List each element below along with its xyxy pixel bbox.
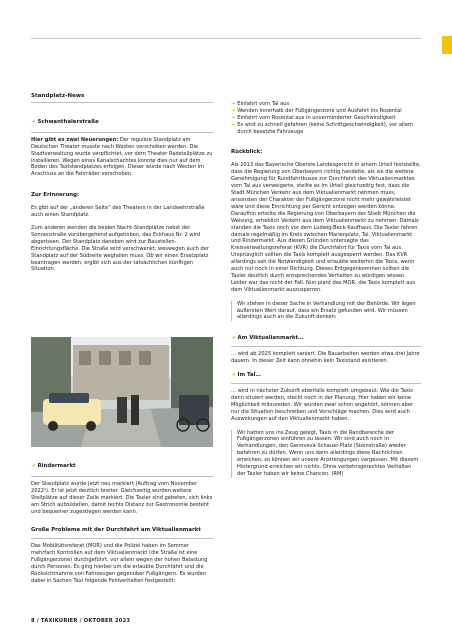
arrow-icon: ➔ — [231, 121, 236, 128]
item-divider — [231, 346, 421, 347]
paragraph-durchfahrt: Das Mobilitätsreferat (MOR) und die Polizei haben im Sommer mehrfach Kontrollen auf dem Viktualienmarkt (die Straße ist eine Fußgängerzone) durchgeführt, vor allem wegen der hohen Belastung durch Personen. Es ging hierbei um die erlaubte Durchfahrt und die Rücksichtnahme von Fahrzeugen gegenüber Fußgängern. Es wurden dabei in Sachen Taxi folgende Fehlverhalten festgestellt: — [31, 543, 208, 584]
item-title-rindermarkt: ➔ Rindermarkt — [31, 463, 76, 469]
paragraph-rindermarkt: Der Standplatz wurde jetzt neu markiert (Auftrag vom November 2022!). Er ist jetzt deutlich breiter. Gleichzeitig wurden weitere Stellplätze auf dieser Zeile markiert. Die Taxler sind gebeten, sich links am Strich aufzustellen, damit rechts Distanz zur Gastronomie besteht und bequemer zugestiegen werden kann. — [31, 480, 213, 515]
viktualienmarkt-text: … wird ab 2025 komplett saniert. Die Bauarbeiten werden etwa drei Jahre dauern. In dieser Zeit kann ohnehin kein Taxistand existieren. — [231, 351, 420, 365]
callout-negotiation — [231, 301, 421, 322]
street-photo — [31, 337, 213, 447]
list-item: ➔ Wenden innerhalb der Fußgängerzone und Ausfahrt ins Rosental — [231, 107, 402, 114]
right-column — [231, 101, 421, 478]
rueckblick-title: Rückblick: — [231, 148, 263, 155]
rueckblick-text: Als 2013 das Bayerische Oberste Landesgericht in einem Urteil feststellte, dass die Regierung von Oberbayern richtig handelte, als sie die weitere Genehmigung für Rundfahrtbusse zur Durchfahrt des Viktualienmarktes vom Tal aus verweigerte, stellte es im Urteil gleichzeitig fest, dass die Stadt München Verkehr aus dem Viktualienmarkt nehmen muss, ansonsten der Charakter der Fußgängerzone nicht mehr gewährleistet wäre und diese Einrichtung per Gericht entzogen werden könne. Daraufhin erteilte die Regierung von Oberbayern der Stadt München die Weisung, erheblich Verkehr aus dem Viktualienmarkt zu nehmen. Damals standen die Taxis noch vor dem Ludwig-Beck-Kaufhaus. Die Taxler fahren damals regelmäßig im Kreis zwischen Marienplatz, Tal, Viktualienmarkt und Rindermarkt. Aus diesen Gründen untersagte das Kreisverwaltungsreferat (KVR) die Durchfahrt für Taxis vom Tal aus. Ursprünglich sollten die Taxis komplett ausgesperrt werden. Das KVR allerdings sah die Notwendigkeit und erlaubte weiterhin die Taxis, wenn auch nur noch in einer Richtung. Dieses Entgegenkommen sollten die Taxler deutlich durch entsprechendes Verhalten zu würdigen wissen. Leider war das nicht der Fall. Nun plant das MOR, die Taxis komplett aus dem Viktualienmarkt auszusperren. — [231, 162, 421, 293]
tal-title: ➔ Im Tal… — [231, 372, 261, 379]
tal-text: … wird in nächster Zukunft ebenfalls komplett umgebaut. Wie die Taxis dann situiert werden, steckt noch in der Planung. Hier haben wir keine Möglichkeit mitzureden. Wir wurden zwar schon angehört, können aber nur die Situation beschreiben und Vorschläge machen. Dies wird auch Auswirkungen auf den Viktualienmarkt haben. — [231, 388, 414, 422]
arrow-icon: ➔ — [231, 335, 236, 342]
left-column — [31, 93, 213, 273]
list-item: ➔ Einfahrt vom Tal aus — [231, 101, 290, 107]
viktualienmarkt-title: ➔ Am Viktualienmarkt… — [231, 335, 304, 342]
top-divider — [31, 38, 421, 39]
callout-conclusion — [231, 430, 421, 478]
arrow-icon: ➔ — [231, 107, 236, 114]
item-divider — [231, 383, 421, 384]
item-divider — [31, 476, 213, 477]
taxi-stand-photo — [31, 337, 213, 447]
section-divider — [31, 102, 213, 103]
paragraph-intro: Hier gibt es zwei Neuerungen: Der reguläre Standplatz am Deutschen Theater musste nach Westen verschoben werden. Die Stadtverwaltung wurde verpflichtet, vor dem Theater Radstellplätze zu installieren. Wegen eines Kanalschachtes konnte dies nur auf dem Boden des Taxistandplatzes erfolgen. Dieser wurde nach Westen im Anschluss an die Fahrräder verschoben. — [31, 136, 213, 178]
arrow-icon: ➔ — [231, 372, 236, 379]
paragraph-sonnenstrasse: Zum anderen wenden die beiden Nacht-Standplätze nebst der Sonnenstraße vorübergehend aufgehoben, das Eckhaus Nr. 2 wird abgerissen. Der Standplatz daneben wird zur Baustellen-Einrichtungsfläche. Die Straße wird verschwenkt, weswegen auch der Standplatz auf der Südseite wegfallen muss. Ob wir einen Ersatzplatz beantragen werden, ergibt sich aus der tatsächlichen künftigen Situation. — [31, 224, 209, 273]
section-title: Standplatz-News — [31, 93, 85, 99]
item-title-schwanthalerstrasse: ➔ Schwanthalerstraße — [31, 118, 99, 125]
callout-text: Wir hatten uns ins Zeug gelegt, Taxis in die Randbereiche der Fußgängerzonen einführen zu lassen. Wir sind auch noch in Verhandlungen, den Genovevа-Schauer-Platz (Steinstraße) wieder befahren zu dürfen. Wenn uns dann allerdings diese Nachrichten erreichen, so können wir unsere Anstrengungen vergessen. Mit diesem Hintergrund erreichen wir nichts. Ohne verkehrsgerechtes Verhalten der Taxler haben wir keine Chancen. (RM) — [237, 429, 419, 477]
page-footer: 8 / TAXIKURIER / OKTOBER 2023 — [31, 618, 131, 624]
arrow-icon: ➔ — [31, 463, 36, 469]
list-item: ➔ Einfahrt vom Rosental aus in unverminderter Geschwindigkeit — [231, 114, 396, 121]
accent-tab — [442, 36, 452, 54]
item-divider — [31, 132, 213, 133]
list-item: ➔ Es wird zu schnell gefahren (keine Schrittgeschwindigkeit), vor allem durch besetzte Fahrzeuge — [231, 121, 413, 135]
callout-text: Wir stehen in dieser Sache in Verhandlung mit der Behörde. Wir legen äußersten Wert darauf, dass ein Ersatz gefunden wird. Wir müssen allerdings auch an die Zukunft denken: — [237, 300, 416, 321]
reminder-title: Zur Erinnerung: — [31, 192, 80, 199]
item-title-viktualienmarkt-problems: Große Probleme mit der Durchfahrt am Viktualienmarkt — [31, 527, 201, 534]
reminder-text: Es gibt auf der „anderen Seite“ des Theaters in der Landwehrstraße auch einen Standplatz. — [31, 205, 205, 219]
left-column-lower — [31, 463, 213, 585]
item-divider — [31, 538, 213, 539]
arrow-icon: ➔ — [231, 114, 236, 121]
arrow-icon: ➔ — [231, 101, 236, 107]
arrow-icon: ➔ — [31, 118, 36, 125]
